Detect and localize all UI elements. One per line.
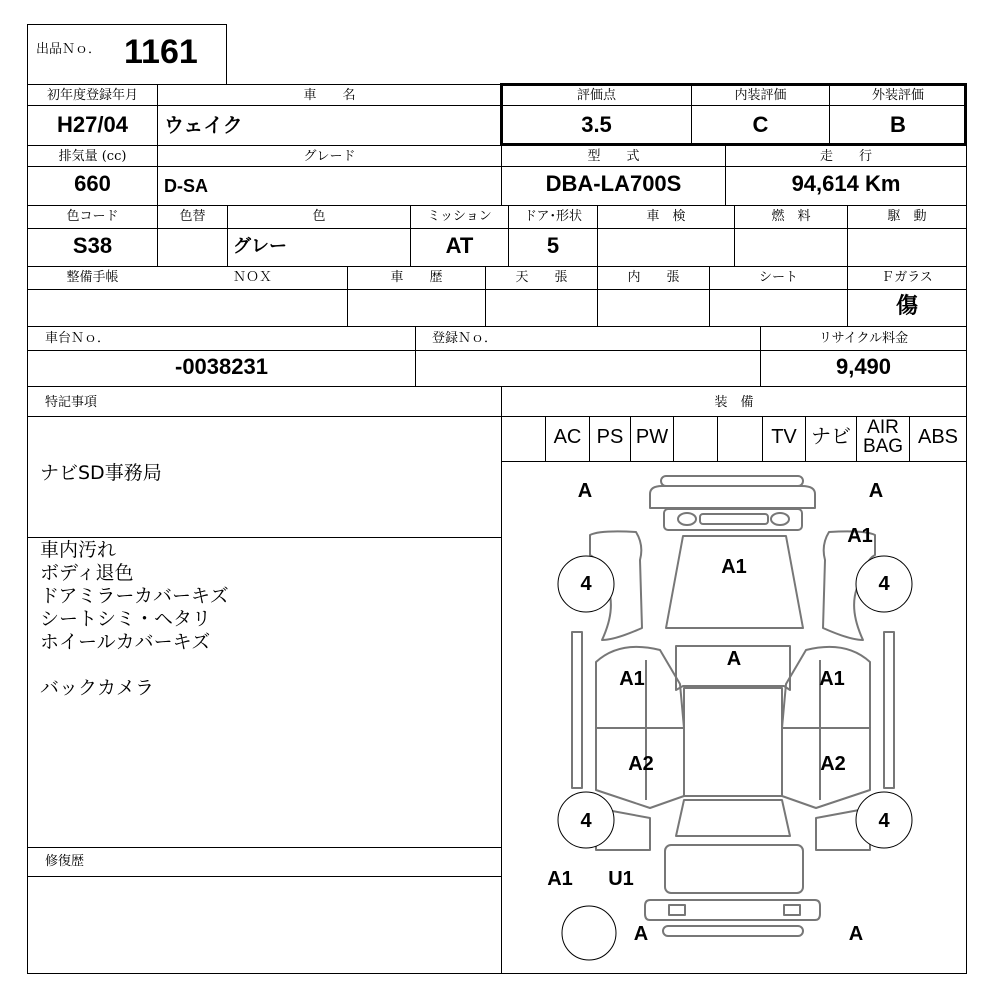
notes-line: ドアミラーカバーキズ [40,585,229,607]
mark-left-front-door: A1 [619,668,645,690]
history-label: 車 歴 [390,270,443,285]
mark-left-rear-door: A2 [628,753,654,775]
notes-line: シートシミ・ヘタリ [40,608,212,630]
mark-right-rear-tire: 4 [878,810,890,832]
mileage-value: 94,614 Km [791,171,901,196]
notes-line: 車内汚れ [40,539,117,561]
notes-top-text: ナビSD事務局 [40,462,162,484]
mark-front-right-corner: A [868,480,884,502]
mark-right-front-tire: 4 [878,573,890,595]
equipment-item-tv: TV [771,426,797,448]
equipment-item-pw: PW [635,426,669,448]
interior-grade-value: C [752,112,769,137]
notes-line: ホイールカバーキズ [40,631,211,653]
score-label: 評価点 [576,88,616,103]
mark-right-rear-door: A2 [820,753,846,775]
grade-label: グレード [303,149,356,164]
equipment-label: 装 備 [714,395,754,410]
service-book-label: 整備手帳 [66,270,119,285]
nox-label: ＮＯＸ [232,270,272,285]
notes-line: バックカメラ [40,677,155,699]
first-registration-value: H27/04 [57,112,128,137]
score-value: 3.5 [581,112,612,137]
mark-left-rear-quarter: A1 [547,868,573,890]
door-shape-label: ドア･形状 [523,209,583,224]
mark-windshield: A [726,648,742,670]
notes-line: ボディ退色 [40,562,134,584]
lot-number-label: 出品Ｎｏ． [36,42,102,57]
front-glass-label: Ｆガラス [881,270,933,285]
drive-label: 駆 動 [887,209,927,224]
recycle-fee-value: 9,490 [835,354,892,379]
mark-rear-right-corner: A [848,923,864,945]
interior-trim-label: 内 張 [627,270,680,285]
color-code-value: S38 [72,233,113,258]
color-change-label: 色替 [179,209,206,224]
ceiling-label: 天 張 [515,270,568,285]
equipment-item-airbag: AIR BAG [862,417,904,457]
model-value: DBA-LA700S [545,171,682,196]
mark-hood: A1 [721,556,747,578]
color-label: 色 [312,209,326,224]
mark-front-left-corner: A [577,480,593,502]
mark-left-rear-tire: 4 [580,810,592,832]
transmission-value: AT [445,233,474,258]
front-glass-value: 傷 [895,293,918,319]
color-value: グレー [233,236,287,257]
mileage-label: 走 行 [819,149,872,164]
mark-rear-left-corner: A [633,923,649,945]
car-name-value: ウェイク [164,113,243,137]
fuel-label: 燃 料 [771,209,811,224]
mark-back-door: U1 [608,868,634,890]
registration-number-label: 登録Ｎｏ． [432,331,498,346]
lot-number-value: 1161 [124,33,198,71]
door-shape-value: 5 [546,233,560,258]
recycle-fee-label: リサイクル料金 [818,331,909,346]
chassis-number-label: 車台Ｎｏ． [45,331,111,346]
mark-right-front-fender: A1 [847,525,873,547]
first-registration-label: 初年度登録年月 [46,88,138,103]
color-code-label: 色コード [66,209,119,224]
chassis-number-value: -0038231 [175,354,268,379]
mark-left-front-tire: 4 [580,573,592,595]
transmission-label: ミッション [427,209,492,224]
notes-label: 特記事項 [45,395,98,410]
exterior-grade-label: 外装評価 [871,88,924,103]
repair-history-label: 修復歴 [45,854,85,869]
equipment-item-abs: ABS [917,426,959,448]
equipment-item-ps: PS [596,426,624,448]
model-label: 型 式 [587,149,640,164]
equipment-item-ac: AC [553,426,582,448]
interior-grade-label: 内装評価 [734,88,787,103]
equipment-item-navi: ナビ [811,426,851,448]
seat-label: シート [758,270,798,285]
mark-right-front-door: A1 [819,668,845,690]
inspection-label: 車 検 [646,209,686,224]
car-name-label: 車 名 [303,88,356,103]
exterior-grade-value: B [890,112,906,137]
grade-value: D-SA [164,176,208,196]
displacement-value: 660 [74,171,111,196]
displacement-label: 排気量 (cc) [58,149,127,164]
